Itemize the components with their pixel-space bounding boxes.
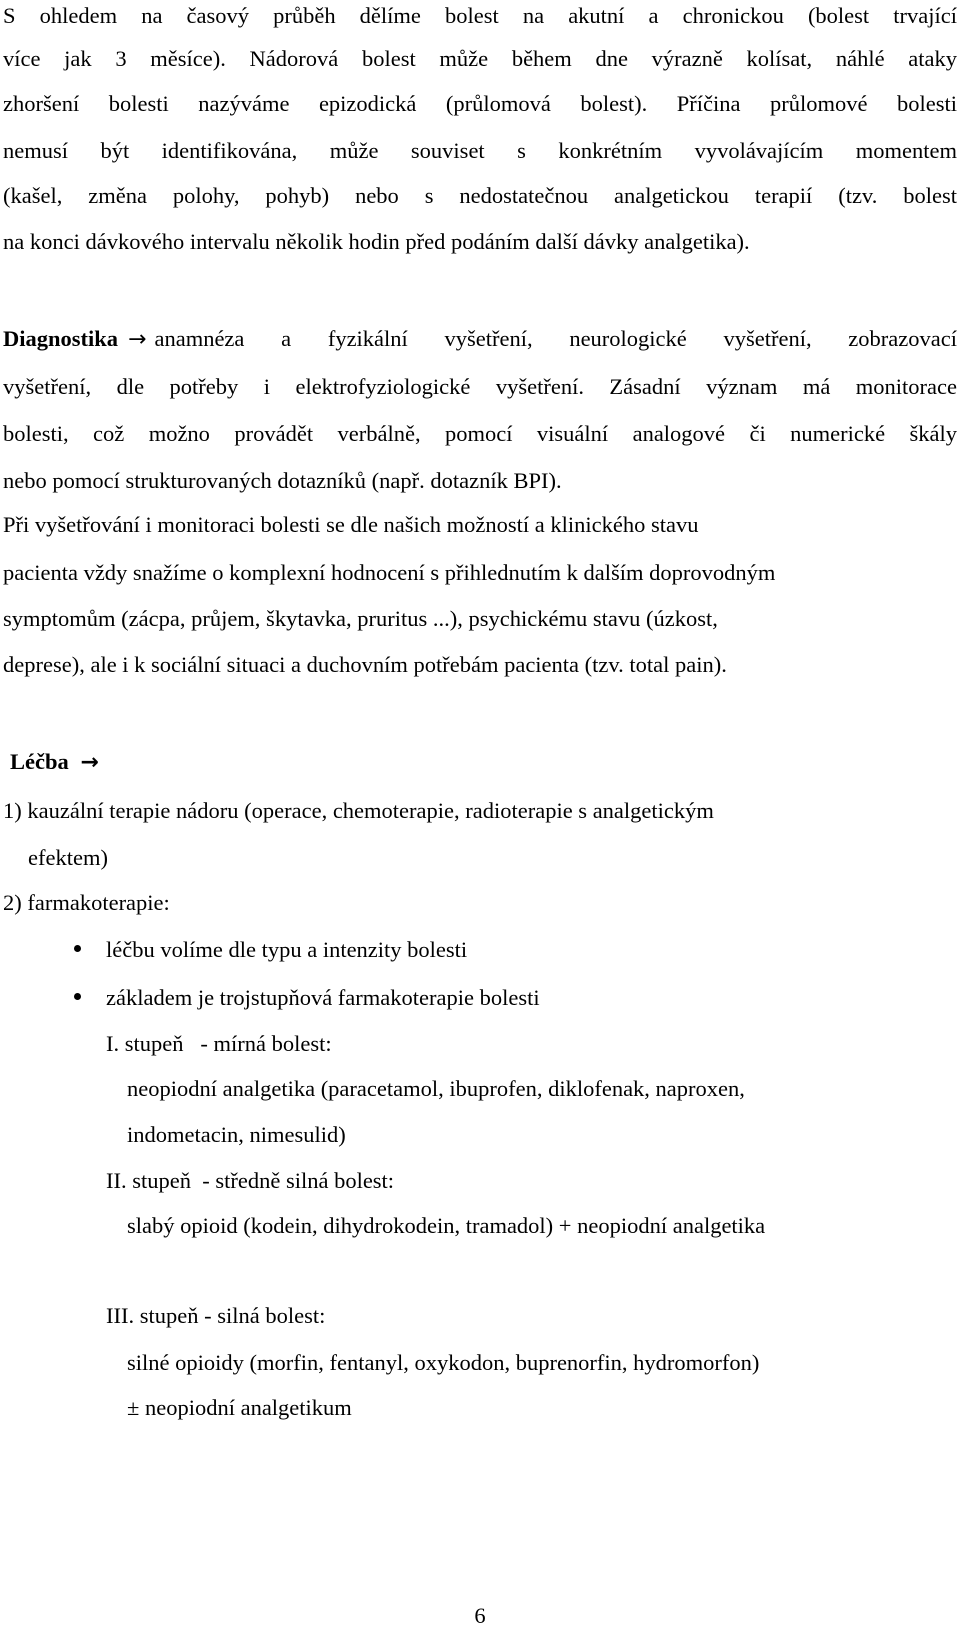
text-line: anamnéza a fyzikální vyšetření, neurologické vyšetření, zobrazovací	[154, 326, 957, 351]
diagnostics-title: Diagnostika	[3, 326, 119, 351]
bullet-icon	[74, 993, 81, 1000]
text-line: bolesti, což možno provádět verbálně, pomocí visuální analogové či numerické škály	[3, 421, 957, 446]
treatment-item-1: 1) kauzální terapie nádoru (operace, chemoterapie, radioterapie s analgetickým	[3, 798, 714, 823]
step-3-title: III. stupeň - silná bolest:	[106, 1303, 326, 1328]
text-line: S ohledem na časový průběh dělíme bolest na akutní a chronickou (bolest trvající	[3, 3, 957, 28]
treatment-item-2: 2) farmakoterapie:	[3, 890, 170, 915]
right-arrow-icon: →	[128, 327, 147, 352]
text-line: pacienta vždy snažíme o komplexní hodnocení s přihlednutím k dalším doprovodným	[3, 560, 776, 585]
step-3-text: silné opioidy (morfin, fentanyl, oxykodon, buprenorfin, hydromorfon)	[127, 1350, 760, 1375]
bullet-item: základem je trojstupňová farmakoterapie bolesti	[106, 985, 540, 1010]
step-3-text: ± neopiodní analgetikum	[127, 1395, 352, 1420]
right-arrow-icon: →	[80, 750, 99, 775]
treatment-heading	[10, 749, 107, 776]
bullet-icon	[74, 945, 81, 952]
text-line: deprese), ale i k sociální situaci a duchovním potřebám pacienta (tzv. total pain).	[3, 652, 727, 677]
step-2-title: II. stupeň - středně silná bolest:	[106, 1168, 395, 1193]
page-number: 6	[474, 1603, 486, 1628]
text-line: na konci dávkového intervalu několik hodin před podáním další dávky analgetika).	[3, 229, 750, 254]
text-line: nebo pomocí strukturovaných dotazníků (např. dotazník BPI).	[3, 468, 562, 493]
diagnostics-first-line	[3, 326, 957, 353]
text-line: nemusí být identifikována, může souviset s konkrétním vyvolávajícím momentem	[3, 138, 957, 163]
text-line: vyšetření, dle potřeby i elektrofyziologické vyšetření. Zásadní význam má monitorace	[3, 374, 957, 399]
step-1-title: I. stupeň - mírná bolest:	[106, 1031, 332, 1056]
bullet-item: léčbu volíme dle typu a intenzity bolesti	[106, 937, 468, 962]
text-line: více jak 3 měsíce). Nádorová bolest může během dne výrazně kolísat, náhlé ataky	[3, 46, 957, 71]
step-1-text: neopiodní analgetika (paracetamol, ibuprofen, diklofenak, naproxen,	[127, 1076, 745, 1101]
step-2-text: slabý opioid (kodein, dihydrokodein, tramadol) + neopiodní analgetika	[127, 1213, 766, 1238]
treatment-item-1-cont: efektem)	[28, 845, 108, 870]
text-line: symptomům (zácpa, průjem, škytavka, pruritus ...), psychickému stavu (úzkost,	[3, 606, 718, 631]
text-line: Při vyšetřování i monitoraci bolesti se dle našich možností a klinického stavu	[3, 512, 699, 537]
text-line: (kašel, změna polohy, pohyb) nebo s nedostatečnou analgetickou terapií (tzv. bolest	[3, 183, 957, 208]
step-1-text: indometacin, nimesulid)	[127, 1122, 346, 1147]
text-line: zhoršení bolesti nazýváme epizodická (průlomová bolest). Příčina průlomové bolesti	[3, 91, 957, 116]
treatment-title: Léčba	[10, 749, 69, 774]
